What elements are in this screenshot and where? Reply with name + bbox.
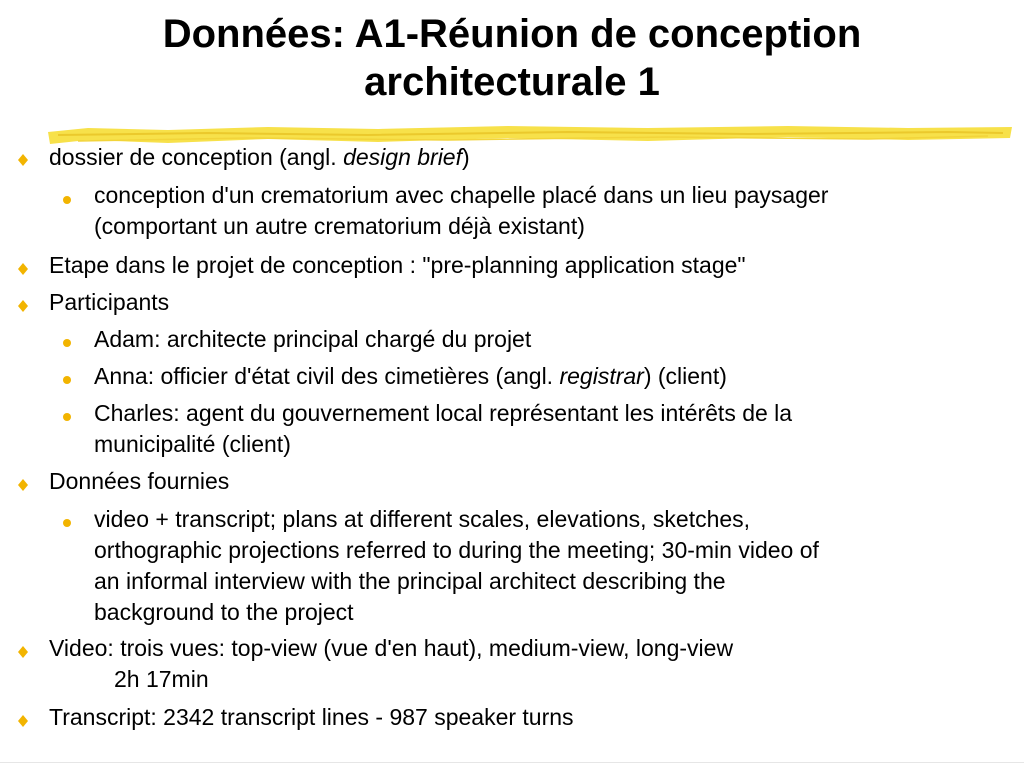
sub-bullet-video-transcript-line2: orthographic projections referred to during the meeting; 30-min video of [94,537,819,563]
bullet-etape: Etape dans le projet de conception : "pre-planning application stage" [49,252,746,278]
dot-bullet-icon [62,518,72,528]
dot-bullet-icon [62,195,72,205]
diamond-bullet-icon [18,263,28,275]
bullet-design-brief-suffix: ) [462,144,470,170]
bullet-donnees-fournies: Données fournies [49,468,230,494]
bullet-transcript: Transcript: 2342 transcript lines - 987 speaker turns [49,704,574,730]
bottom-divider [0,762,1024,763]
diamond-bullet-icon [18,715,28,727]
dot-bullet-icon [62,412,72,422]
sub-bullet-adam: Adam: architecte principal chargé du projet [94,326,532,352]
sub-bullet-crematorium-line1: conception d'un crematorium avec chapelle placé dans un lieu paysager [94,182,829,208]
sub-bullet-anna-suffix: ) (client) [643,363,727,389]
sub-bullet-anna-prefix: Anna: officier d'état civil des cimetières (angl. [94,363,560,389]
sub-bullet-charles-line1: Charles: agent du gouvernement local représentant les intérêts de la [94,400,793,426]
sub-bullet-video-transcript-line3: an informal interview with the principal architect describing the [94,568,726,594]
bullet-participants: Participants [49,289,170,315]
bullet-video-duration: 2h 17min [114,666,209,692]
bullet-design-brief-italic: design brief [343,144,462,170]
diamond-bullet-icon [18,479,28,491]
diamond-bullet-icon [18,300,28,312]
bullet-design-brief [49,142,470,173]
sub-bullet-video-transcript-line4: background to the project [94,599,354,625]
dot-bullet-icon [62,338,72,348]
sub-bullet-anna [94,361,727,392]
sub-bullet-video-transcript-line1: video + transcript; plans at different scales, elevations, sketches, [94,506,751,532]
slide-title-line1: Données: A1-Réunion de conception [162,12,862,56]
dot-bullet-icon [62,375,72,385]
bullet-video-views: Video: trois vues: top-view (vue d'en haut), medium-view, long-view [49,635,734,661]
sub-bullet-charles-line2: municipalité (client) [94,431,291,457]
slide-title [0,10,1024,106]
slide-title-line2: architecturale 1 [364,60,660,104]
sub-bullet-anna-italic: registrar [559,363,644,389]
diamond-bullet-icon [18,646,28,658]
sub-bullet-crematorium-line2: (comportant un autre crematorium déjà existant) [94,213,585,239]
diamond-bullet-icon [18,154,28,166]
bullet-design-brief-prefix: dossier de conception (angl. [49,144,344,170]
